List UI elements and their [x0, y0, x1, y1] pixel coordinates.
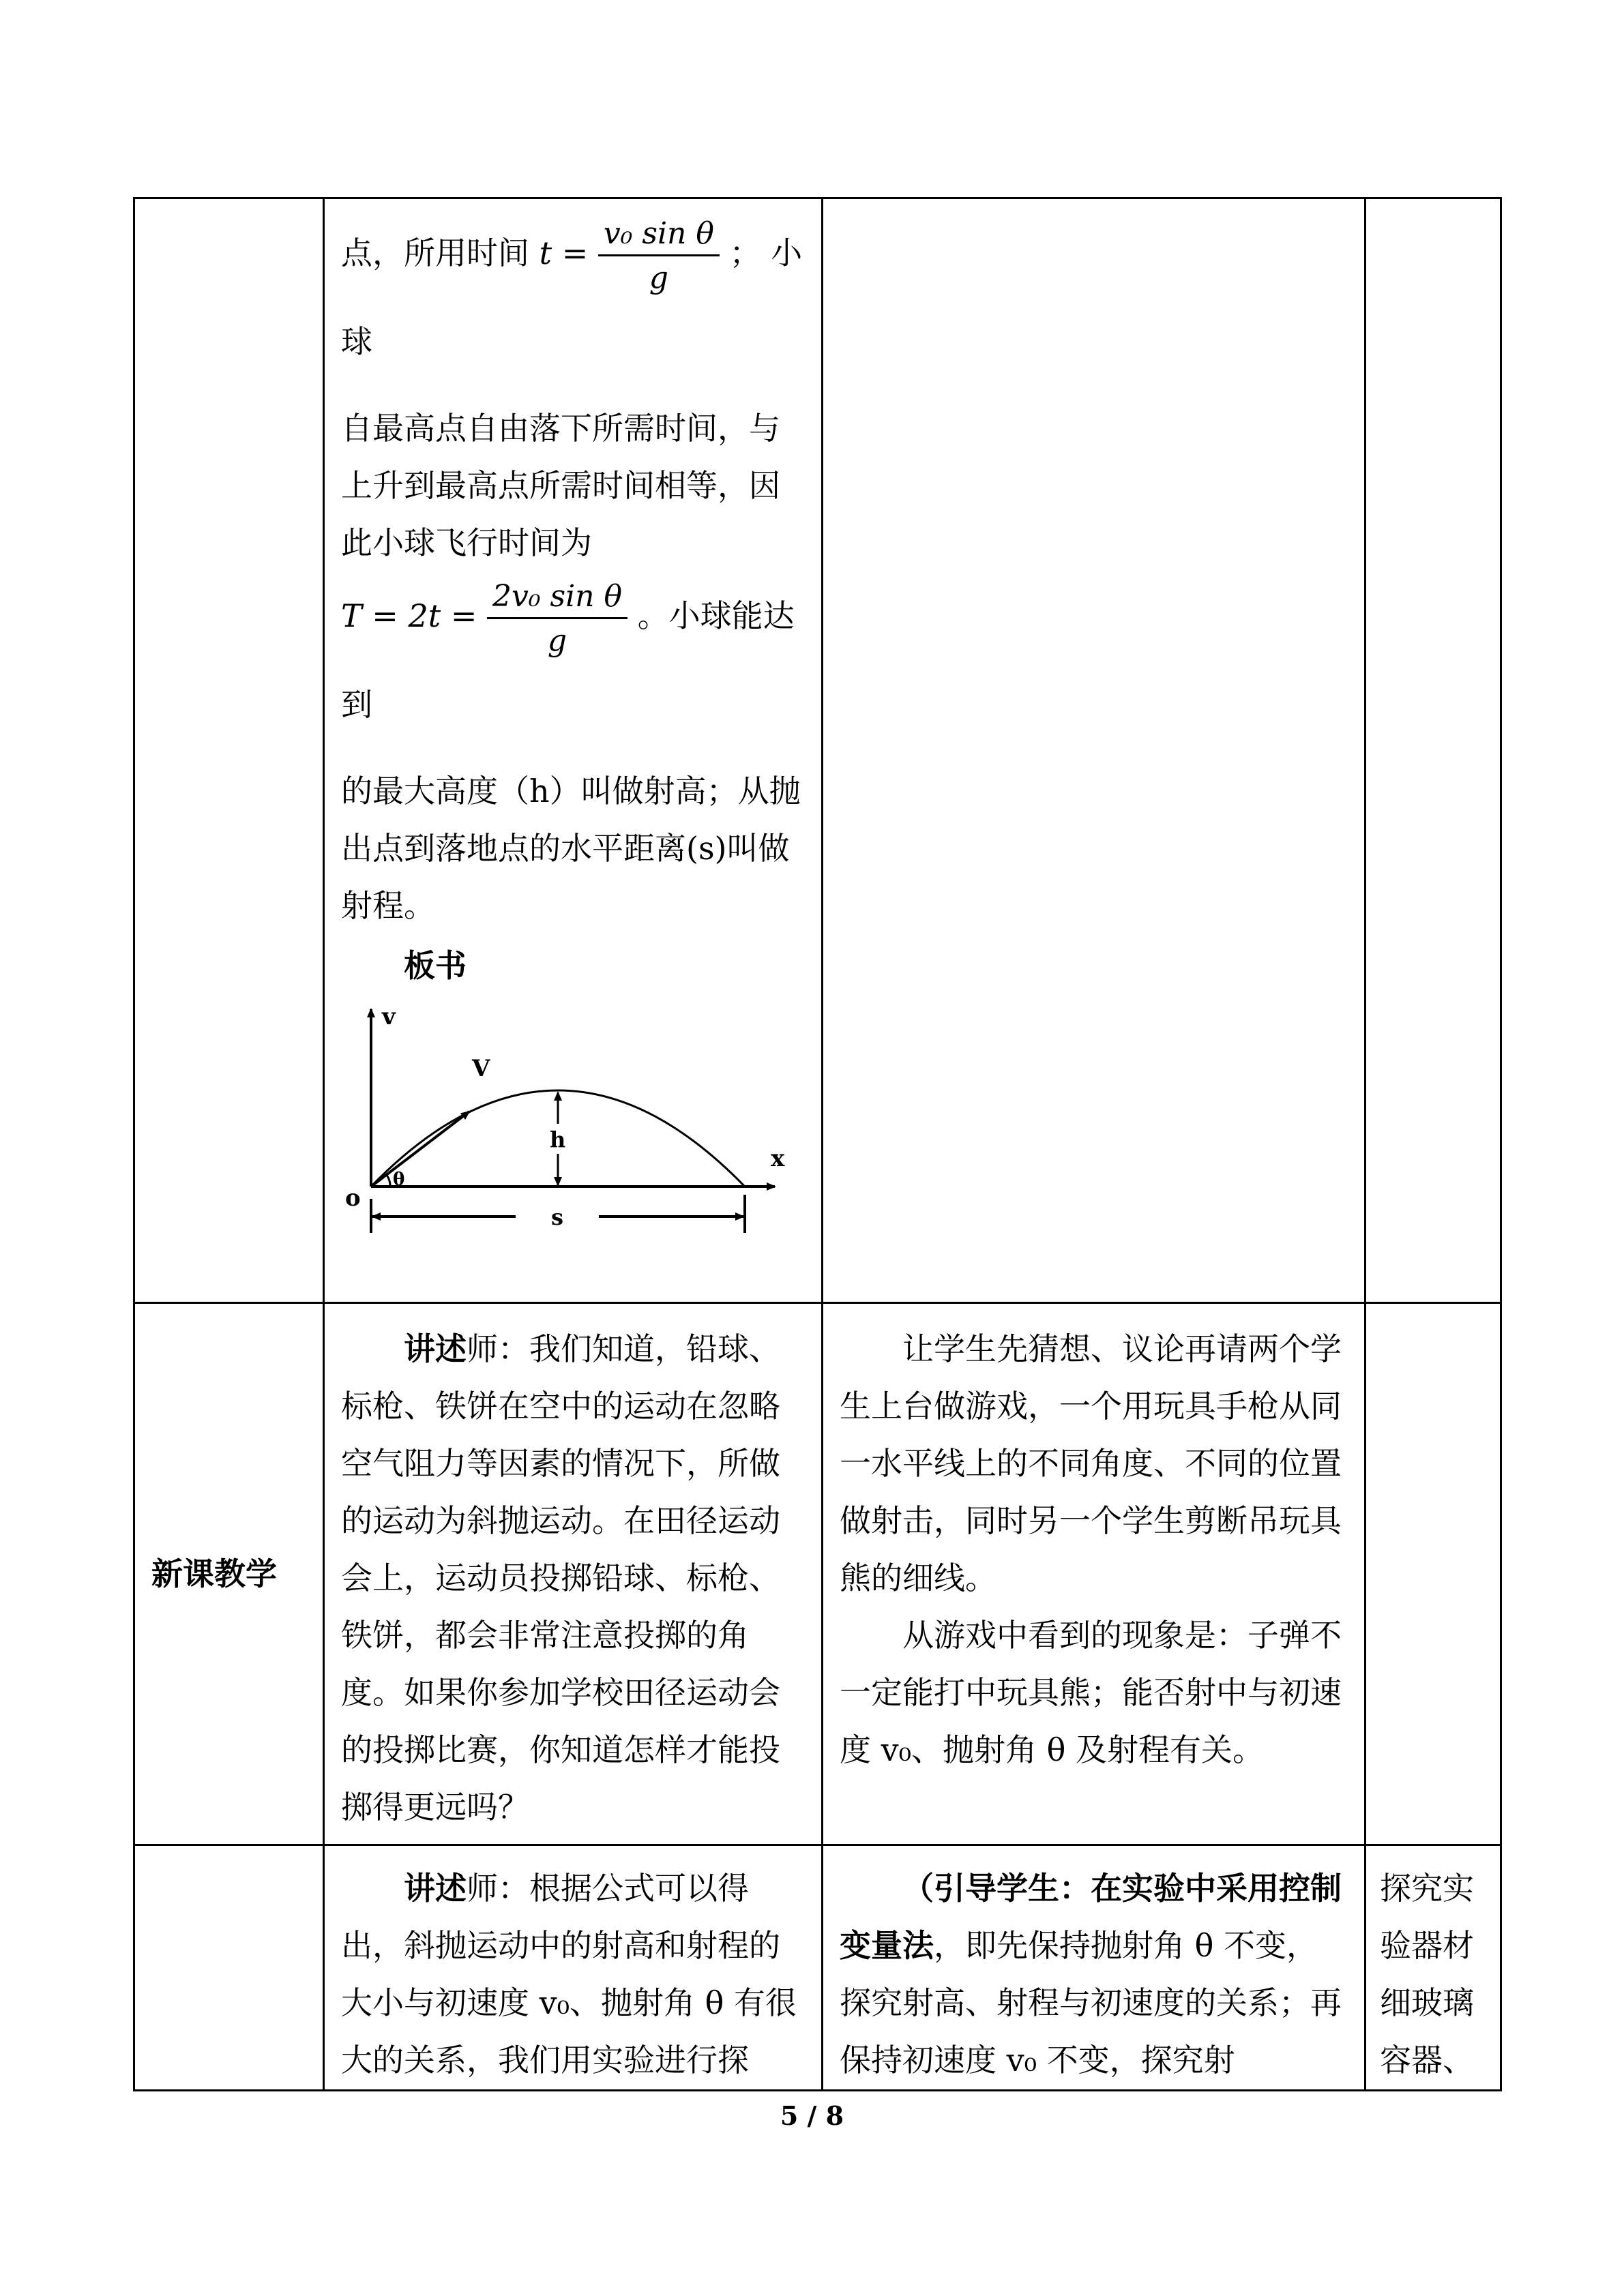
paragraph: 让学生先猜想、议论再请两个学生上台做游戏，一个用玩具手枪从同一水平线上的不同角度、不同的位置做射击，同时另一个学生剪断吊玩具熊的细线。: [840, 1330, 1342, 1596]
table-row: [134, 198, 1501, 1303]
formula-line-flight-time: [341, 571, 805, 749]
fraction-denominator: g: [547, 623, 567, 658]
text-fragment: ，即先保持抛射角 θ 不变，探究射高、射程与初速度的关系；再保持初速度 v₀ 不变，探究射: [840, 1927, 1342, 2078]
content-cell: [324, 1303, 823, 1845]
label-theta: θ: [393, 1169, 405, 1190]
table-row: [134, 1845, 1501, 2091]
label-height: h: [550, 1127, 566, 1152]
bold-lead: 讲述: [404, 1870, 467, 1907]
formula-lhs: T = 2t =: [341, 597, 477, 634]
fraction-denominator: g: [649, 260, 668, 295]
notes-cell: [1365, 1845, 1501, 2091]
fraction-numerator: v₀ sin θ: [598, 216, 720, 256]
formula-lhs: t =: [539, 235, 589, 271]
bold-lead: 讲述: [404, 1330, 467, 1367]
label-range: s: [551, 1204, 564, 1230]
page-number: 5 / 8: [780, 2100, 844, 2131]
text-fragment: 师：根据公式可以得出，斜抛运动中的射高和射程的大小与初速度 v₀、抛射角 θ 有很大的关系，我们用实验进行探: [341, 1870, 797, 2078]
paragraph: [325, 1846, 821, 2089]
stage-label: 新课教学: [151, 1555, 277, 1592]
text-fragment: 点，所用时间: [341, 235, 529, 271]
paragraph: 探究实验器材细玻璃容器、: [1380, 1870, 1474, 2078]
text-fragment: 。小球能达到: [341, 597, 795, 723]
paragraph: 从游戏中看到的现象是：子弹不一定能打中玩具熊；能否射中与初速度 v₀、抛射角 θ 及射程有关。: [840, 1617, 1342, 1768]
activity-cell: [823, 198, 1365, 1303]
fraction-flight-time: [487, 579, 628, 659]
paragraph: [823, 1846, 1364, 2089]
theta-arc: [386, 1174, 390, 1187]
paragraph: 自最高点自由落下所需时间，与上升到最高点所需时间相等，因此小球飞行时间为: [341, 410, 780, 561]
bold-lead: （引导学生：在实验中采用控制变量法: [840, 1870, 1342, 1964]
content-cell: [324, 198, 823, 1303]
notes-cell: [1365, 198, 1501, 1303]
formula-line-time: [341, 209, 805, 386]
stage-cell: [134, 1845, 324, 2091]
board-title: 板书: [404, 947, 467, 984]
stage-cell: [134, 1303, 324, 1845]
stage-cell: [134, 198, 324, 1303]
notes-cell: [1365, 1303, 1501, 1845]
label-x-axis: x: [771, 1145, 785, 1172]
table-row: [134, 1303, 1501, 1845]
label-v-axis: v: [382, 1003, 396, 1030]
label-velocity: V: [472, 1055, 490, 1082]
paragraph: [325, 1304, 821, 1836]
activity-cell: [823, 1303, 1365, 1845]
content-cell: [324, 1845, 823, 2091]
projectile-diagram: [338, 994, 816, 1294]
lesson-plan-table: [133, 197, 1502, 2091]
text-fragment: ； 小球: [341, 235, 803, 360]
fraction-numerator: 2v₀ sin θ: [487, 579, 628, 619]
text-fragment: 师：我们知道，铅球、标枪、铁饼在空中的运动在忽略空气阻力等因素的情况下，所做的运动为斜抛运动。在田径运动会上，运动员投掷铅球、标枪、铁饼，都会非常注意投掷的角度。如果你参加学校田径运动会的投掷比赛，你知道怎样才能投掷得更远吗？: [341, 1330, 780, 1825]
activity-cell: [823, 1845, 1365, 2091]
label-origin: o: [345, 1184, 361, 1212]
paragraph: 的最大高度（h）叫做射高；从抛出点到落地点的水平距离(s)叫做射程。: [341, 773, 801, 924]
fraction-time: [598, 216, 720, 296]
